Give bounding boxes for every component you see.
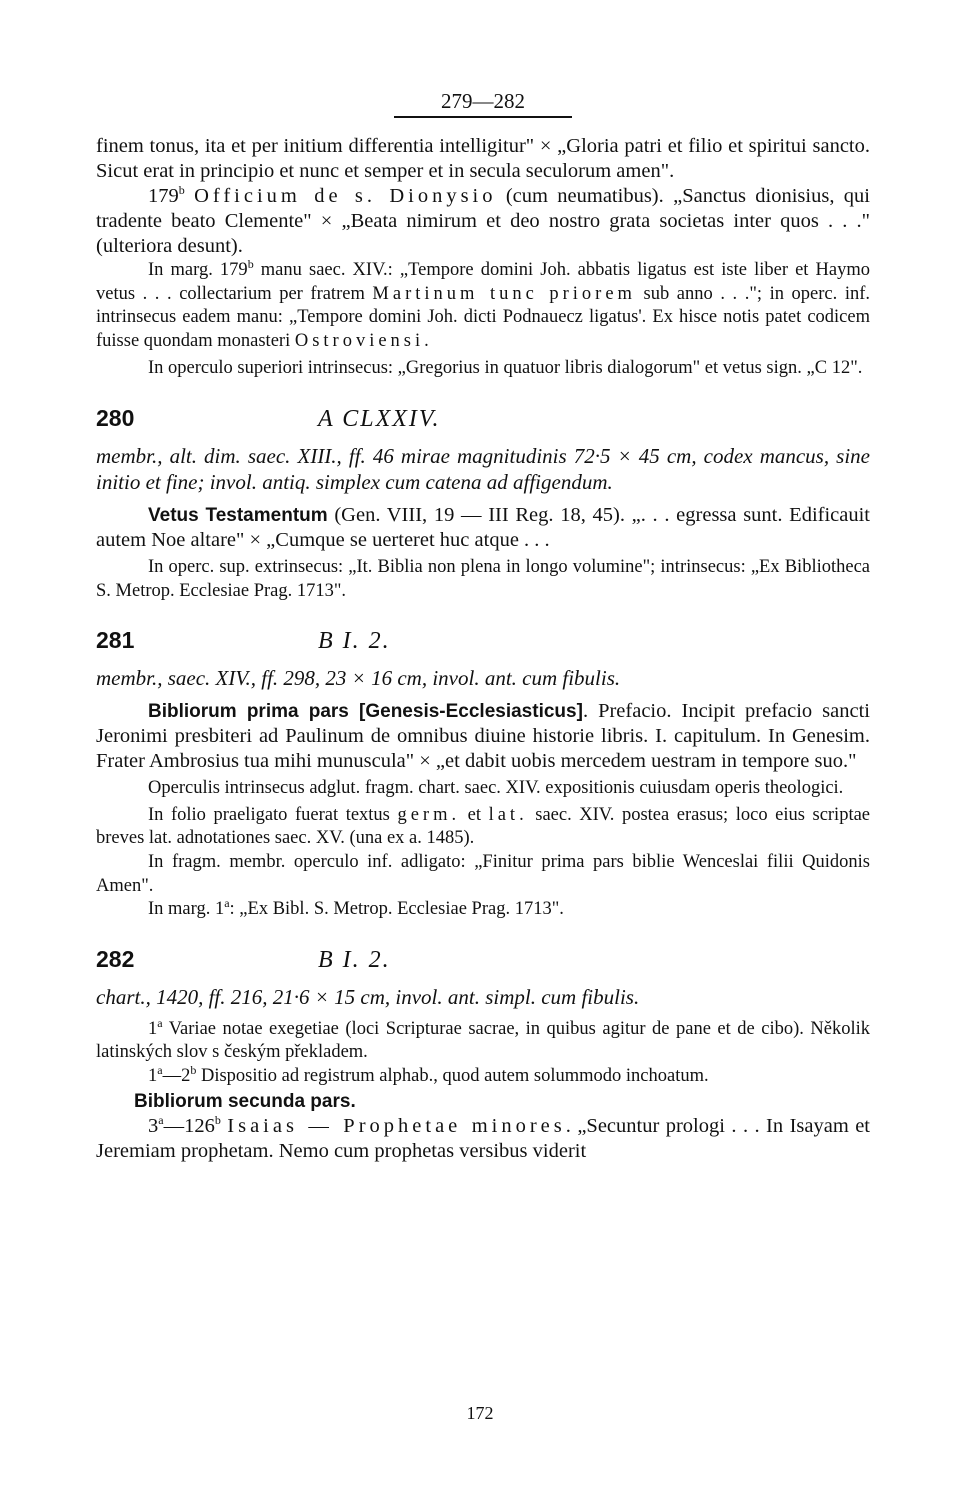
page-body bbox=[96, 88, 870, 1164]
continuation-paragraph-officium: 179$^b$ Officium de s. Dionysio (cum neumatibus). „Sanctus dionisius, qui tradente beato Clemente" × „Beata nimirum et deo nostro grata societas inter quos . . ." (ulteriora desunt). bbox=[96, 183, 870, 257]
entry-282-section-title: Bibliorum secunda pars. bbox=[134, 1090, 356, 1112]
entry-signature: B I. 2. bbox=[318, 946, 391, 973]
entry-281-note-2: In folio praeligato fuerat textus germ. et lat. saec. XIV. postea erasus; loco eius scriptae breves lat. adnotationes saec. XV. (una ex a. 1485). bbox=[96, 804, 871, 849]
operculum-note: In operculo superiori intrinsecus: „Gregorius in quatuor libris dialogorum" et vetus sign. „C 12". bbox=[148, 358, 863, 379]
entry-281-heading bbox=[96, 627, 870, 655]
entry-281-note-3: In fragm. membr. operculo inf. adligato: „Finitur prima pars biblie Wenceslai filii Quidonis Amen". bbox=[96, 851, 870, 896]
entry-282-description: chart., 1420, ff. 216, 21·6 × 15 cm, invol. ant. simpl. cum fibulis. bbox=[96, 984, 640, 1009]
entry-280-heading bbox=[96, 405, 870, 433]
continuation-text: finem tonus, ita et per initium differentia intelligitur" × „Gloria patri et filio et spiritui sancto. Sicut erat in principio et nunc et semper et in secula seculorum amen". bbox=[96, 135, 870, 182]
entry-signature: A CLXXIV. bbox=[318, 405, 441, 432]
page-header: 279—282 bbox=[441, 89, 525, 113]
page-number: 172 bbox=[466, 1403, 494, 1423]
entry-281-note-4: In marg. 1$^a$: „Ex Bibl. S. Metrop. Ecclesiae Prag. 1713". bbox=[148, 895, 564, 920]
entry-281-content: Bibliorum prima pars [Genesis-Ecclesiasticus]. Prefacio. Incipit prefacio sancti Jeronimi presbiteri ad Paulinum de omnibus diuine historie libris. I. capitulum. In Genesim. Frater Ambrosius tua mihi munuscula" × „et dabit uobis mercedem uestram in tempore suo." bbox=[96, 700, 871, 773]
entry-281-note-1: Operculis intrinsecus adglut. fragm. chart. saec. XIV. expositionis cuiusdam operis theologici. bbox=[148, 778, 844, 799]
entry-number: 280 bbox=[96, 404, 135, 431]
header-rule bbox=[394, 116, 572, 118]
margin-note-paragraph: In marg. 179$^b$ manu saec. XIV.: „Tempore domini Joh. abbatis ligatus est iste liber et Haymo vetus . . . collectarium per fratrem Martinum tunc priorem sub anno . . ."; in operc. inf. intrinsecus eadem manu: „Tempore domini Joh. dicti Podnauecz ligatus'. Ex hisce notis patet codicem fuisse quondam monasteri Ostroviensi. bbox=[96, 256, 870, 351]
entry-number: 282 bbox=[96, 945, 135, 972]
entry-282-note-2: 1$^a$—2$^b$ Dispositio ad registrum alphab., quod autem solummodo inchoatum. bbox=[148, 1062, 709, 1086]
entry-number: 281 bbox=[96, 627, 135, 654]
officium-title: Officium de s. Dionysio bbox=[194, 185, 497, 207]
entry-280-note: In operc. sup. extrinsecus: „It. Biblia non plena in longo volumine"; intrinsecus: „Ex Bibliotheca S. Metrop. Ecclesiae Prag. 1713". bbox=[96, 556, 870, 601]
entry-282-heading bbox=[96, 946, 870, 974]
entry-280-description: membr., alt. dim. saec. XIII., ff. 46 mirae magnitudinis 72·5 × 45 cm, codex mancus, sine initio et fine; invol. antiq. simplex cum catena ad affigendum. bbox=[96, 443, 870, 494]
entry-280-content: Vetus Testamentum (Gen. VIII, 19 — III Reg. 18, 45). „. . . egressa sunt. Edificauit autem Noe altare" × „Cumque se uerteret huc atque . . . bbox=[96, 503, 871, 551]
entry-signature: B I. 2. bbox=[318, 628, 391, 655]
entry-282-content: 3$^a$—126$^b$ Isaias — Prophetae minores. „Secuntur prologi . . . In Isayam et Jeremiam prophetam. Nemo cum prophetas versibus viderit bbox=[96, 1112, 870, 1162]
entry-281-description: membr., saec. XIV., ff. 298, 23 × 16 cm, invol. ant. cum fibulis. bbox=[96, 666, 621, 691]
entry-282-note-1: 1$^a$ Variae notae exegetiae (loci Scripturae sacrae, in quibus agitur de pane et de cibo). Několik latinských slov s českým překladem. bbox=[96, 1015, 870, 1063]
